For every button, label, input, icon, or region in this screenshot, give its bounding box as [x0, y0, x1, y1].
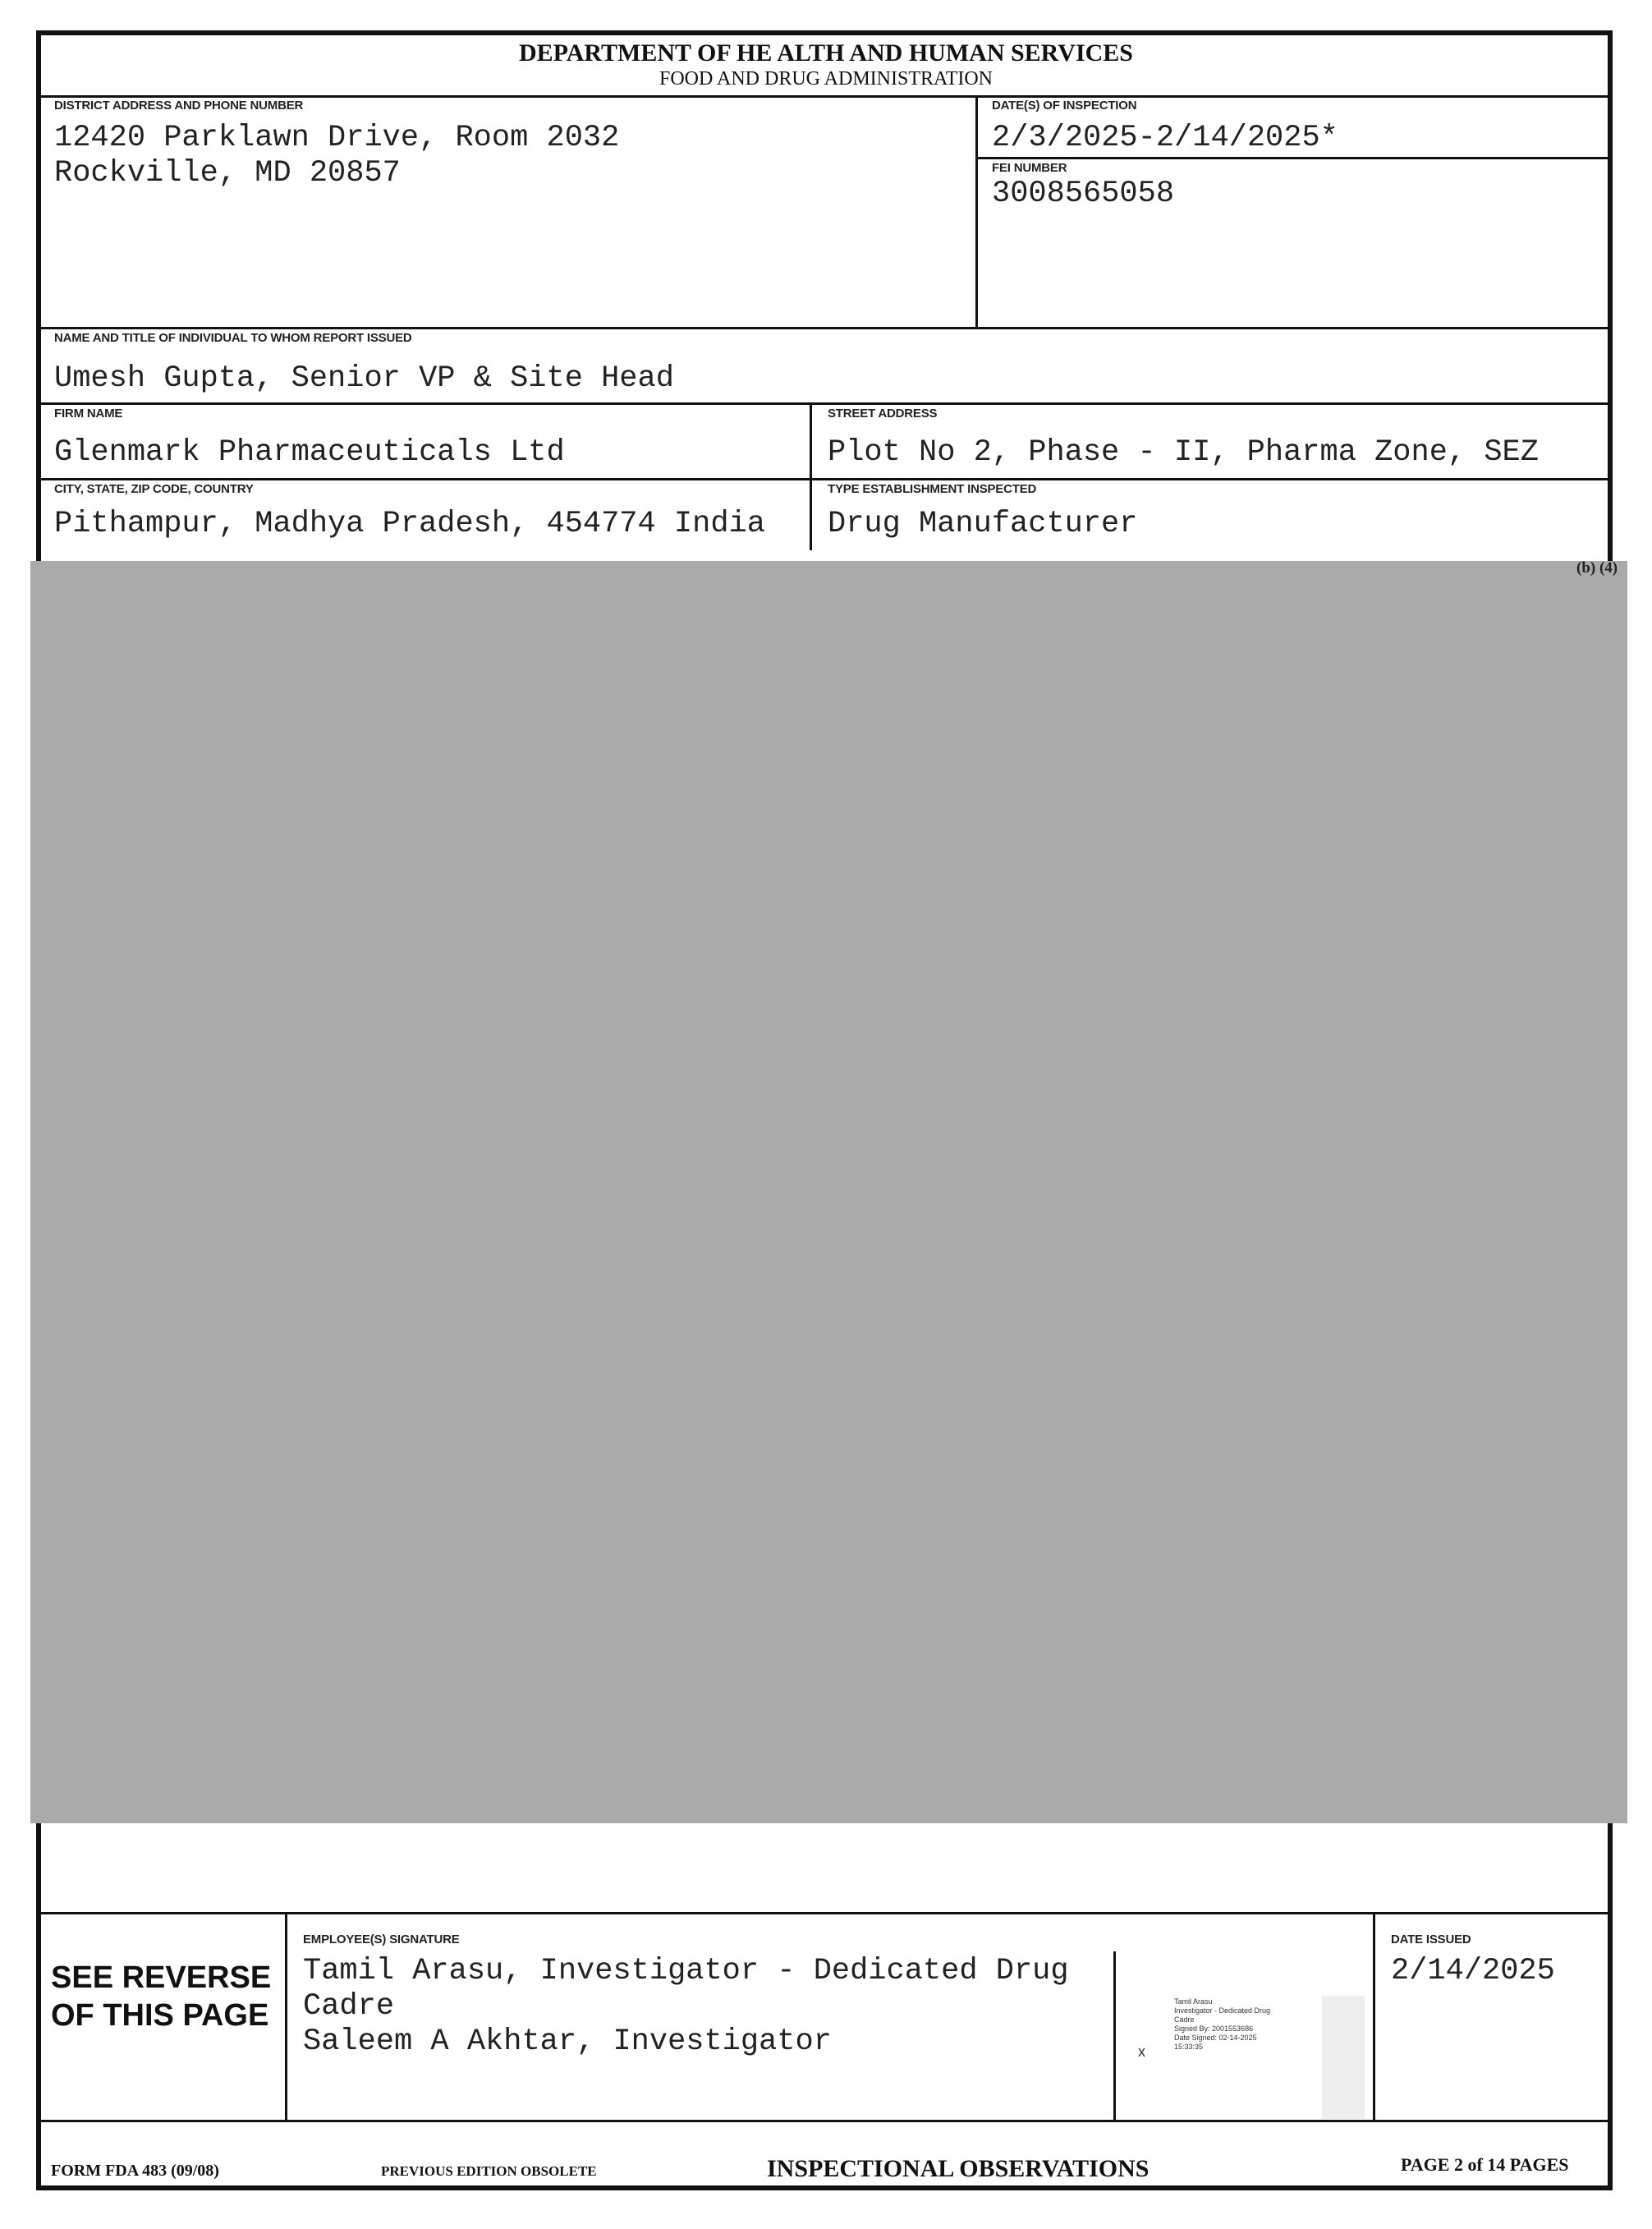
signature-x-mark: x — [1138, 2043, 1145, 2060]
inspection-dates-label: DATE(S) OF INSPECTION — [992, 99, 1137, 113]
esig-line: Date Signed: 02-14-2025 — [1174, 2034, 1257, 2042]
esig-line: Signed By: 2001553686 — [1174, 2024, 1254, 2033]
previous-edition: PREVIOUS EDITION OBSOLETE — [381, 2163, 597, 2179]
esig-line: Tamil Arasu — [1174, 1997, 1213, 2006]
esig-line: 15:33:35 — [1174, 2043, 1204, 2051]
rule-vert-see-reverse — [285, 1912, 287, 2121]
page-number: PAGE 2 of 14 PAGES — [1401, 2154, 1569, 2175]
redacted-block — [30, 561, 1627, 1823]
individual-label: NAME AND TITLE OF INDIVIDUAL TO WHOM REPORT ISSUED — [54, 331, 412, 345]
rule-header — [39, 95, 1610, 98]
see-reverse-notice — [51, 1959, 271, 2034]
see-reverse-line2: OF THIS PAGE — [51, 1998, 269, 2033]
inspection-dates: 2/3/2025-2/14/2025* — [992, 121, 1338, 155]
rule-vert-sign — [1113, 1951, 1116, 2121]
signature-line1: Tamil Arasu, Investigator - Dedicated Drug — [303, 1954, 1069, 1988]
exemption-code: (b) (4) — [1576, 559, 1618, 577]
form-title: INSPECTIONAL OBSERVATIONS — [767, 2155, 1150, 2182]
district-line2: Rockville, MD 20857 — [54, 156, 401, 191]
signature-line3: Saleem A Akhtar, Investigator — [303, 2024, 832, 2059]
date-issued: 2/14/2025 — [1391, 1954, 1555, 1988]
firm-name: Glenmark Pharmaceuticals Ltd — [54, 435, 565, 470]
department-title: DEPARTMENT OF HE ALTH AND HUMAN SERVICES — [518, 39, 1133, 67]
esig-line: Cadre — [1174, 2015, 1195, 2024]
firm-name-label: FIRM NAME — [54, 407, 123, 421]
form-number: FORM FDA 483 (09/08) — [51, 2162, 219, 2180]
street-address: Plot No 2, Phase - II, Pharma Zone, SEZ — [828, 435, 1539, 470]
rule-city — [39, 478, 1610, 480]
rule-fei — [977, 157, 1610, 159]
rule-vert-district — [975, 95, 978, 329]
agency-title: FOOD AND DRUG ADMINISTRATION — [659, 68, 993, 90]
individual-name: Umesh Gupta, Senior VP & Site Head — [54, 361, 674, 396]
type-label: TYPE ESTABLISHMENT INSPECTED — [828, 482, 1037, 496]
see-reverse-line1: SEE REVERSE — [51, 1960, 272, 1995]
street-label: STREET ADDRESS — [828, 407, 938, 421]
electronic-signature — [1174, 1997, 1314, 2052]
signature-image-placeholder — [1322, 1996, 1365, 2119]
fei-label: FEI NUMBER — [992, 161, 1067, 175]
signature-line2: Cadre — [303, 1989, 395, 2024]
rule-vert-firm — [810, 402, 812, 550]
rule-vert-date — [1373, 1912, 1375, 2121]
establishment-type: Drug Manufacturer — [828, 507, 1138, 541]
signature-label: EMPLOYEE(S) SIGNATURE — [303, 1933, 460, 1946]
rule-firm — [39, 402, 1610, 405]
district-line1: 12420 Parklawn Drive, Room 2032 — [54, 121, 620, 155]
rule-individual — [39, 327, 1610, 329]
district-label: DISTRICT ADDRESS AND PHONE NUMBER — [54, 99, 304, 113]
fei-number: 3008565058 — [992, 177, 1175, 211]
esig-line: Investigator - Dedicated Drug — [1174, 2006, 1271, 2015]
city: Pithampur, Madhya Pradesh, 454774 India — [54, 507, 765, 541]
city-label: CITY, STATE, ZIP CODE, COUNTRY — [54, 482, 254, 496]
date-issued-label: DATE ISSUED — [1391, 1933, 1471, 1946]
